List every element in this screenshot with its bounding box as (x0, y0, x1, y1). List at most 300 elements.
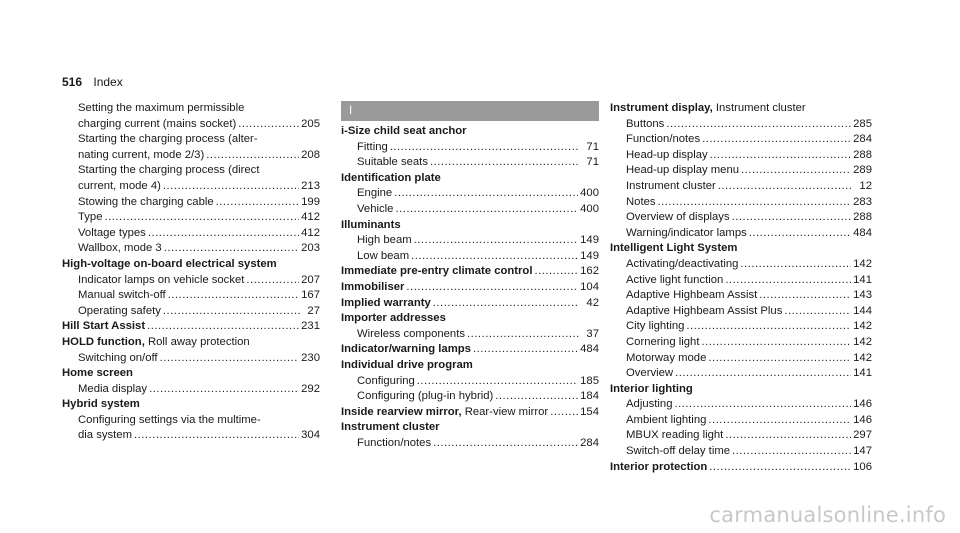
index-term: Stowing the charging cable (78, 195, 214, 208)
dot-leader (686, 319, 851, 335)
dot-leader (206, 148, 299, 164)
dot-leader (216, 195, 299, 211)
index-entry-text (341, 358, 473, 374)
index-term: Activating/deactivating (626, 257, 739, 270)
page-reference: 27 (307, 304, 320, 317)
dot-leader (105, 210, 300, 226)
index-heading (610, 241, 872, 257)
page-reference: 146 (853, 413, 872, 426)
index-entry (610, 351, 872, 367)
page-reference: 143 (853, 289, 872, 302)
index-entry (62, 148, 320, 164)
index-entry-text (357, 327, 465, 343)
index-entry (610, 444, 872, 460)
index-term: Intelligent Light System (610, 242, 738, 255)
dot-leader (784, 304, 851, 320)
index-term: nating current, mode 2/3) (78, 148, 205, 161)
index-entry (62, 101, 320, 117)
page-reference: 146 (853, 398, 872, 411)
dot-leader (702, 132, 851, 148)
index-entry (610, 366, 872, 382)
dot-leader (246, 273, 299, 289)
index-heading (341, 405, 599, 421)
index-entry (610, 413, 872, 429)
index-entry-text (62, 319, 145, 335)
index-term: Adaptive Highbeam Assist (626, 289, 758, 302)
index-term: Hybrid system (62, 398, 140, 411)
dot-leader (709, 460, 851, 476)
page-reference: 400 (580, 202, 599, 215)
page-reference: 484 (853, 226, 872, 239)
index-entry-text (626, 132, 700, 148)
index-heading (62, 335, 320, 351)
index-term: Individual drive program (341, 358, 473, 371)
index-entry (341, 186, 599, 202)
dot-leader (732, 444, 851, 460)
index-term: Instrument cluster (341, 421, 440, 434)
index-entry (62, 382, 320, 398)
page-reference: 142 (853, 335, 872, 348)
index-entry-text (626, 413, 706, 429)
index-cross-reference: Roll away protection (144, 335, 250, 348)
page-reference: 304 (301, 429, 320, 442)
index-entry-text (341, 280, 404, 296)
page-reference: 289 (853, 164, 872, 177)
page-reference: 297 (853, 429, 872, 442)
index-term: Adjusting (626, 398, 673, 411)
index-entry-text (62, 366, 133, 382)
dot-leader (725, 428, 851, 444)
index-term: Configuring (plug-in hybrid) (357, 390, 494, 403)
index-term: Setting the maximum permissible (78, 102, 245, 114)
index-entry (341, 140, 599, 156)
index-heading (341, 296, 599, 312)
index-term: Starting the charging process (alter- (78, 133, 258, 146)
page-reference: 106 (853, 460, 872, 473)
index-column-1 (62, 101, 320, 444)
index-term: Voltage types (78, 226, 146, 239)
index-entry-text (78, 351, 158, 367)
index-term: dia system (78, 429, 132, 442)
dot-leader (147, 319, 299, 335)
index-term: Starting the charging process (direct (78, 164, 260, 177)
index-entry-text (78, 382, 147, 398)
page-reference: 199 (301, 195, 320, 208)
index-term: Indicator/warning lamps (341, 343, 471, 356)
page-reference: 284 (580, 436, 599, 449)
index-term: Interior lighting (610, 382, 693, 395)
index-term: Manual switch-off (78, 289, 166, 302)
page-reference: 208 (301, 148, 320, 161)
dot-leader (414, 233, 579, 249)
index-entry (341, 155, 599, 171)
page-reference: 203 (301, 242, 320, 255)
index-term: Warning/indicator lamps (626, 226, 747, 239)
index-entry (62, 163, 320, 179)
index-entry-text (357, 436, 431, 452)
index-term: Switching on/off (78, 351, 158, 364)
page-reference: 142 (853, 257, 872, 270)
index-entry (62, 210, 320, 226)
index-entry-text (626, 319, 684, 335)
dot-leader (163, 304, 300, 320)
index-entry (62, 273, 320, 289)
index-entry-text (341, 311, 446, 327)
index-entry-text (341, 405, 548, 421)
index-entry (62, 428, 320, 444)
index-term: Adaptive Highbeam Assist Plus (626, 304, 783, 317)
dot-leader (163, 179, 299, 195)
index-entry-text (78, 132, 258, 148)
index-term: Overview (626, 367, 674, 380)
index-entry (610, 397, 872, 413)
index-entry (610, 335, 872, 351)
index-entry (62, 241, 320, 257)
index-entry-text (78, 304, 161, 320)
page-reference: 207 (301, 273, 320, 286)
index-entry-text (78, 148, 204, 164)
index-entry-text (626, 351, 706, 367)
index-term: Head-up display (626, 148, 708, 161)
index-term: Fitting (357, 140, 388, 153)
index-term: Function/notes (357, 436, 432, 449)
index-term: Configuring (357, 374, 415, 387)
index-entry-text (357, 389, 493, 405)
index-term: Type (78, 211, 103, 224)
page-reference: 104 (580, 280, 599, 293)
index-entry-text (626, 428, 723, 444)
section-title: Index (93, 75, 123, 89)
index-term: Implied warranty (341, 296, 431, 309)
index-entry (62, 304, 320, 320)
index-term: High beam (357, 234, 412, 247)
index-term: charging current (mains socket) (78, 117, 237, 130)
index-entry-text (341, 296, 431, 312)
page-reference: 71 (586, 156, 599, 169)
index-entry-text (62, 257, 277, 273)
index-term: Immediate pre-entry climate control (341, 265, 533, 278)
index-entry-text (626, 257, 738, 273)
index-entry-text (357, 374, 415, 390)
index-heading (62, 397, 320, 413)
index-term: Importer addresses (341, 312, 446, 325)
page-header (62, 75, 123, 89)
index-term: Head-up display menu (626, 164, 740, 177)
dot-leader (550, 405, 578, 421)
index-term: Immobiliser (341, 280, 405, 293)
index-entry (341, 233, 599, 249)
dot-leader (718, 179, 852, 195)
index-heading (610, 460, 872, 476)
index-entry-text (357, 202, 393, 218)
index-entry-text (626, 288, 757, 304)
dot-leader (749, 226, 851, 242)
page-reference: 71 (586, 140, 599, 153)
dot-leader (238, 117, 299, 133)
page-reference: 205 (301, 117, 320, 130)
index-term: Interior protection (610, 460, 708, 473)
page-reference: 147 (853, 445, 872, 458)
index-heading (341, 264, 599, 280)
index-entry (610, 257, 872, 273)
index-entry-text (610, 241, 737, 257)
index-term: MBUX reading light (626, 429, 724, 442)
page-reference: 149 (580, 234, 599, 247)
letter-heading: I (341, 101, 599, 121)
index-entry-text (341, 218, 401, 234)
index-heading (341, 420, 599, 436)
page-reference: 142 (853, 351, 872, 364)
page-reference: 149 (580, 249, 599, 262)
dot-leader (433, 436, 578, 452)
index-entry-text (78, 117, 236, 133)
page-reference: 144 (853, 304, 872, 317)
index-entry (610, 179, 872, 195)
index-term: Wireless components (357, 327, 465, 340)
page-reference: 412 (301, 226, 320, 239)
index-entry (610, 117, 872, 133)
index-heading (341, 358, 599, 374)
index-term: Operating safety (78, 304, 161, 317)
index-entry-text (78, 288, 166, 304)
page-reference: 141 (853, 367, 872, 380)
dot-leader (433, 296, 579, 312)
page-reference: 184 (580, 390, 599, 403)
index-entry (610, 148, 872, 164)
dot-leader (674, 397, 851, 413)
index-term: Home screen (62, 367, 133, 380)
index-term: Motorway mode (626, 351, 707, 364)
index-entry (341, 436, 599, 452)
dot-leader (534, 264, 578, 280)
index-entry (62, 288, 320, 304)
index-entry-text (341, 420, 440, 436)
index-entry-text (610, 101, 806, 117)
index-term: Low beam (357, 249, 410, 262)
index-term: High-voltage on-board electrical system (62, 257, 277, 270)
index-entry-text (626, 335, 699, 351)
index-entry (610, 226, 872, 242)
index-entry-text (626, 226, 747, 242)
page-reference: 167 (301, 289, 320, 302)
dot-leader (160, 351, 300, 367)
index-entry-text (626, 366, 673, 382)
index-entry-text (341, 124, 467, 140)
index-term: Vehicle (357, 202, 394, 215)
index-heading (341, 342, 599, 358)
page-reference: 288 (853, 211, 872, 224)
index-cross-reference: Rear-view mirror (461, 405, 549, 418)
index-entry-text (78, 210, 103, 226)
index-term: current, mode 4) (78, 179, 161, 192)
index-entry (62, 195, 320, 211)
page-reference: 292 (301, 382, 320, 395)
index-entry-text (610, 382, 693, 398)
index-entry (341, 249, 599, 265)
page-number: 516 (62, 75, 83, 89)
index-entry (610, 319, 872, 335)
dot-leader (701, 335, 851, 351)
index-heading (341, 171, 599, 187)
index-term: Hill Start Assist (62, 320, 146, 333)
dot-leader (395, 202, 578, 218)
page-reference: 285 (853, 117, 872, 130)
page-reference: 230 (301, 351, 320, 364)
index-entry-text (626, 179, 716, 195)
index-term: Active light function (626, 273, 724, 286)
dot-leader (732, 210, 852, 226)
index-term: Ambient lighting (626, 413, 707, 426)
dot-leader (708, 351, 851, 367)
index-term: Inside rearview mirror, (341, 405, 462, 418)
dot-leader (134, 428, 299, 444)
dot-leader (495, 389, 578, 405)
dot-leader (710, 148, 852, 164)
index-term: Suitable seats (357, 156, 428, 169)
dot-leader (740, 257, 851, 273)
index-term: Illuminants (341, 218, 401, 231)
index-entry (62, 179, 320, 195)
index-entry (610, 210, 872, 226)
index-term: Overview of displays (626, 211, 730, 224)
index-term: Indicator lamps on vehicle socket (78, 273, 245, 286)
dot-leader (467, 327, 579, 343)
page-reference: 231 (301, 320, 320, 333)
index-entry-text (610, 460, 707, 476)
dot-leader (473, 342, 578, 358)
index-heading (341, 218, 599, 234)
index-entry-text (78, 241, 162, 257)
index-heading (341, 280, 599, 296)
page-reference: 141 (853, 273, 872, 286)
index-heading (62, 366, 320, 382)
index-term: Instrument cluster (626, 179, 716, 192)
dot-leader (168, 288, 299, 304)
index-entry-text (626, 163, 739, 179)
index-entry-text (78, 101, 244, 117)
dot-leader (675, 366, 851, 382)
index-term: Function/notes (626, 133, 701, 146)
dot-leader (430, 155, 579, 171)
index-term: Notes (626, 195, 656, 208)
page-reference: 412 (301, 211, 320, 224)
index-entry-text (357, 233, 412, 249)
dot-leader (394, 186, 578, 202)
index-term: Configuring settings via the multime- (78, 413, 261, 426)
index-entry (610, 195, 872, 211)
dot-leader (708, 413, 851, 429)
index-entry (341, 374, 599, 390)
index-entry (62, 226, 320, 242)
page-reference: 283 (853, 195, 872, 208)
index-term: City lighting (626, 320, 685, 333)
index-entry (610, 288, 872, 304)
index-entry (341, 389, 599, 405)
index-heading (341, 311, 599, 327)
index-heading (610, 382, 872, 398)
dot-leader (725, 273, 851, 289)
index-entry (62, 413, 320, 429)
index-entry (341, 202, 599, 218)
dot-leader (411, 249, 578, 265)
index-heading (341, 124, 599, 140)
dot-leader (741, 163, 851, 179)
index-cross-reference: Instrument cluster (712, 102, 806, 114)
index-entry-text (357, 140, 388, 156)
index-entry-text (626, 148, 708, 164)
index-entry (341, 327, 599, 343)
index-term: Identification plate (341, 171, 441, 184)
page-reference: 284 (853, 133, 872, 146)
index-term: HOLD function, (62, 335, 145, 348)
index-entry-text (626, 397, 672, 413)
index-heading (62, 319, 320, 335)
index-term: Engine (357, 187, 393, 200)
index-term: i-Size child seat anchor (341, 125, 467, 137)
dot-leader (164, 241, 299, 257)
page-reference: 37 (586, 327, 599, 340)
index-entry-text (78, 273, 244, 289)
index-entry-text (626, 273, 723, 289)
dot-leader (149, 382, 299, 398)
dot-leader (658, 195, 852, 211)
index-entry (610, 304, 872, 320)
index-entry-text (62, 397, 140, 413)
page-reference: 154 (580, 405, 599, 418)
index-term: Switch-off delay time (626, 445, 731, 458)
index-entry-text (78, 195, 214, 211)
index-entry-text (357, 155, 428, 171)
index-entry (62, 117, 320, 133)
page-reference: 484 (580, 343, 599, 356)
page-reference: 12 (859, 179, 872, 192)
index-entry-text (78, 179, 161, 195)
dot-leader (148, 226, 299, 242)
dot-leader (759, 288, 851, 304)
index-entry-text (341, 342, 471, 358)
page-reference: 142 (853, 320, 872, 333)
index-term: Media display (78, 382, 148, 395)
index-term: Cornering light (626, 335, 700, 348)
page-reference: 42 (586, 296, 599, 309)
watermark: carmanualsonline.info (709, 503, 946, 527)
dot-leader (666, 117, 851, 133)
index-entry-text (626, 210, 730, 226)
page-reference: 288 (853, 148, 872, 161)
index-entry-text (78, 226, 146, 242)
index-heading (610, 101, 872, 117)
index-entry-text (626, 444, 730, 460)
dot-leader (390, 140, 579, 156)
index-entry (610, 132, 872, 148)
dot-leader (406, 280, 578, 296)
index-entry-text (357, 186, 392, 202)
index-entry-text (78, 163, 259, 179)
index-entry-text (626, 304, 782, 320)
index-entry-text (78, 428, 132, 444)
dot-leader (417, 374, 578, 390)
index-term: Buttons (626, 117, 665, 130)
index-entry-text (357, 249, 409, 265)
index-entry (62, 351, 320, 367)
index-column-3 (610, 101, 872, 475)
index-entry (62, 132, 320, 148)
page-reference: 185 (580, 374, 599, 387)
index-entry (610, 428, 872, 444)
index-heading (62, 257, 320, 273)
index-entry-text (626, 195, 656, 211)
page-reference: 400 (580, 187, 599, 200)
